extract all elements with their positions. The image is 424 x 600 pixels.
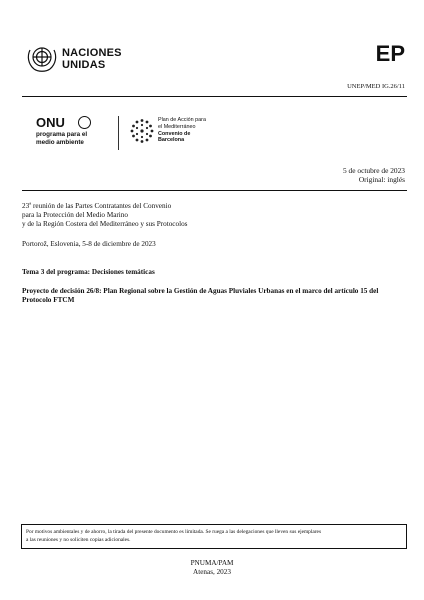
meeting-line3: y de la Región Costera del Mediterráneo y sus Protocolos <box>22 220 188 228</box>
note-line1: Por motivos ambientales y de ahorro, la tirada del presente documento es limitada. Se ruega a las delegaciones que lleven sus ejemplares <box>26 529 322 535</box>
map-text-line1: Plan de Acción para <box>158 117 206 123</box>
footer-org: PNUMA/PAM <box>190 559 234 567</box>
logo-divider <box>118 116 119 150</box>
header-rule <box>22 96 407 97</box>
date-block <box>343 166 405 184</box>
unep-subtitle-line1: programa para el <box>36 131 88 138</box>
doc-code: EP <box>375 41 405 66</box>
org-name-line2: UNIDAS <box>62 59 106 71</box>
meeting-line1-rest: reunión de las Partes Contratantes del Convenio <box>31 202 172 210</box>
decision-title: Proyecto de decisión 26/8: Plan Regional sobre la Gestión de Aguas Pluviales Urbanas en el marco del artículo 15 del Protocolo FTCM <box>22 287 379 304</box>
un-emblem-icon <box>25 42 59 74</box>
map-text-line3: Convenio de <box>158 130 191 137</box>
unep-subtitle <box>36 131 87 146</box>
document-symbol: UNEP/MED IG.26/11 <box>347 83 405 90</box>
footer-place: Atenas, 2023 <box>193 568 231 576</box>
org-name-line1: NACIONES <box>62 47 122 59</box>
document-date: 5 de octubre de 2023 <box>343 166 405 175</box>
unep-subtitle-line2: medio ambiente <box>36 138 84 146</box>
section-rule <box>22 190 407 191</box>
unep-logo <box>36 116 110 154</box>
unep-word: ONU <box>36 115 65 130</box>
map-text <box>158 117 206 144</box>
agenda-item: Tema 3 del programa: Decisiones temáticas <box>22 268 155 276</box>
environment-note <box>21 524 407 549</box>
map-text-line2: el Mediterráneo <box>158 123 196 130</box>
meeting-line2: para la Protección del Medio Marino <box>22 211 128 219</box>
org-name <box>62 47 122 71</box>
map-text-line4: Barcelona <box>158 137 185 144</box>
map-emblem-icon <box>129 118 155 144</box>
meeting-place: Portorož, Eslovenia, 5-8 de diciembre de 2023 <box>22 240 156 248</box>
unep-emblem-icon <box>78 116 91 129</box>
meeting-title <box>22 202 322 229</box>
meeting-ordinal: a <box>29 200 32 206</box>
footer <box>0 559 424 577</box>
original-language: Original: inglés <box>358 175 405 184</box>
meeting-number: 23 <box>22 202 30 210</box>
meeting-line1 <box>22 202 322 211</box>
note-line2: a las reuniones y no soliciten copias adicionales. <box>26 537 131 543</box>
